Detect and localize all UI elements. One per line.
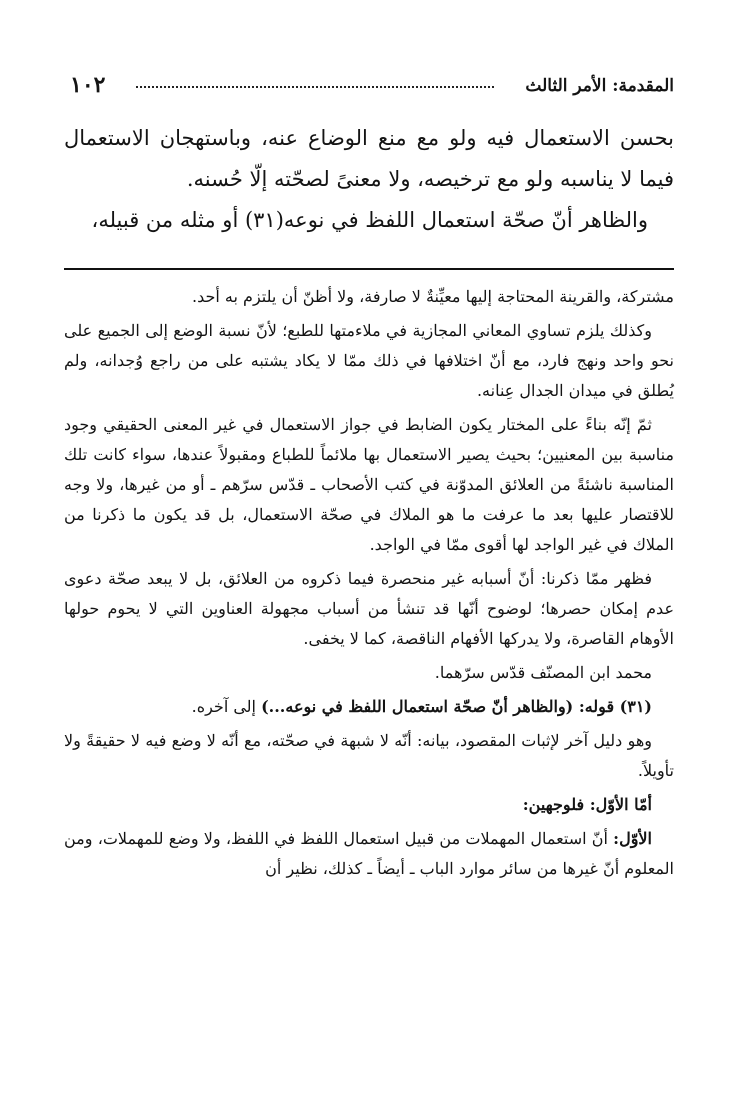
note-8-lead: الأوّل: (613, 829, 652, 848)
note-31-quote: (٣١) قوله: (والظاهر أنّ صحّة استعمال اللفظ في نوعه...) (261, 697, 652, 716)
page-header (70, 72, 674, 108)
footnote-separator (64, 268, 674, 270)
note-8-body: أنّ استعمال المهملات من قبيل استعمال اللفظ في اللفظ، ولا وضع للمهملات، ومن المعلوم أنّ غيرها من سائر موارد الباب ـ أيضاً ـ كذلك، نظير أن (64, 829, 674, 878)
note-paragraph-1: مشتركة، والقرينة المحتاجة إليها معيِّنةٌ لا صارفة، ولا أظنّ أن يلتزم به أحد. (192, 287, 674, 306)
main-paragraph-1: بحسن الاستعمال فيه ولو مع منع الوضاع عنه، وباستهجان الاستعمال فيما لا يناسبه ولو مع ترخيصه، ولا معنىً لصحّته إلّا حُسنه. (64, 126, 674, 191)
note-paragraph-8 (64, 824, 674, 884)
note-signature: محمد ابن المصنّف قدّس سرّهما. (434, 663, 652, 682)
note-31-heading (64, 692, 674, 722)
note-paragraph-7: أمّا الأوّل: فلوجهين: (522, 795, 652, 814)
note-31-tail: إلى آخره. (191, 697, 262, 716)
main-paragraph-2: والظاهر أنّ صحّة استعمال اللفظ في نوعه(٣١) أو مثله من قبيله، (91, 208, 648, 232)
note-paragraph-4: فظهر ممّا ذكرنا: أنّ أسبابه غير منحصرة فيما ذكروه من العلائق، بل لا يبعد صحّة دعوى عدم إمكان حصرها؛ لوضوح أنّها قد تنشأ من أسباب مجهولة العناوين التي لا يحوم حولها الأوهام القاصرة، ولا يدركها الأفهام الناقصة، كما لا يخفى. (64, 569, 674, 648)
page-number: ١٠٢ (70, 72, 106, 98)
main-text (64, 118, 674, 241)
header-dot-leader (136, 86, 494, 88)
running-head: المقدمة: الأمر الثالث (525, 76, 674, 96)
note-paragraph-6: وهو دليل آخر لإثبات المقصود، بيانه: أنّه لا شبهة في صحّته، مع أنّه لا وضع فيه لا حقيقةً ولا تأويلاً. (64, 731, 674, 780)
note-paragraph-2: وكذلك يلزم تساوي المعاني المجازية في ملاءمتها للطبع؛ لأنّ نسبة الوضع إلى الجميع على نحو واحد ونهج فارد، مع أنّ اختلافها في ذلك ممّا لا يكاد يشتبه على من راجع وُجدانه، ولم يُطلق في ميدان الجدال عِنانه. (64, 321, 674, 400)
note-paragraph-3: ثمّ إنّه بناءً على المختار يكون الضابط في جواز الاستعمال في غير المعنى الحقيقي وجود مناسبة بين المعنيين؛ بحيث يصير الاستعمال بها ملائماً للطباع ومقبولاً عندها، سواء كانت تلك المناسبة ناشئةً من العلائق المدوّنة في كتب الأصحاب ـ قدّس سرّهم ـ أو من غيرها، ولا وجه للاقتصار عليها بعد ما عرفت ما هو الملاك في صحّة الاستعمال، بل قد يكون ما ذكرنا من الملاك في غير الواجد لها أقوى ممّا في الواجد. (64, 415, 674, 554)
footnotes (64, 282, 674, 888)
